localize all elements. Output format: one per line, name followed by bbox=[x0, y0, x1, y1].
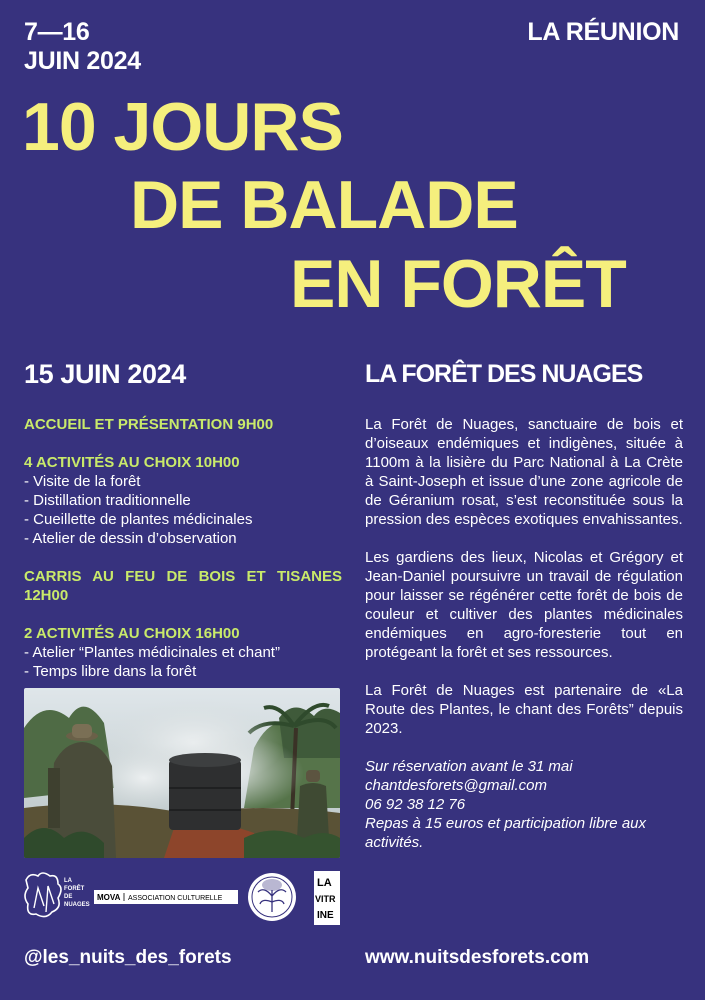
program-block-title: ACCUEIL ET PRÉSENTATION 9H00 bbox=[24, 416, 274, 433]
program-block bbox=[24, 567, 342, 605]
website-url: www.nuitsdesforets.com bbox=[365, 947, 590, 968]
description-paragraph: La Forêt de Nuages est partenaire de «La Route des Plantes, le chant des Forêts” depuis 2023. bbox=[365, 682, 683, 737]
headline-line-2: DE BALADE bbox=[130, 167, 518, 243]
booking-phone: 06 92 38 12 76 bbox=[365, 796, 466, 813]
program-item: - Atelier de dessin d’observation bbox=[24, 530, 237, 547]
la-vitrine-logo bbox=[314, 871, 340, 925]
foret-nuages-logo bbox=[25, 873, 90, 917]
vitrine-logo-text: VITR bbox=[315, 894, 336, 904]
place-description bbox=[365, 415, 683, 852]
place-title: LA FORÊT DES NUAGES bbox=[365, 360, 643, 388]
program-schedule bbox=[24, 415, 342, 700]
headline-line-3: EN FORÊT bbox=[290, 246, 626, 322]
forest-photo bbox=[24, 688, 340, 858]
program-item: - Distillation traditionnelle bbox=[24, 492, 191, 509]
booking-info bbox=[365, 757, 683, 852]
partner-logos-strip bbox=[24, 868, 342, 928]
program-item: - Cueillette de plantes médicinales bbox=[24, 511, 253, 528]
social-handle: @les_nuits_des_forets bbox=[24, 947, 232, 968]
program-block bbox=[24, 453, 342, 548]
dates-month: JUIN 2024 bbox=[24, 47, 141, 75]
foret-logo-text: DE bbox=[64, 894, 73, 900]
program-block bbox=[24, 415, 342, 434]
partner-logos bbox=[24, 868, 342, 928]
vitrine-logo-text: LA bbox=[317, 877, 332, 889]
program-block-title: CARRIS AU FEU DE BOIS ET TISANES 12H00 bbox=[24, 568, 342, 604]
program-item: - Visite de la forêt bbox=[24, 473, 141, 490]
booking-deadline: Sur réservation avant le 31 mai bbox=[365, 758, 573, 775]
description-paragraph: La Forêt de Nuages, sanctuaire de bois et d’oiseaux endémiques et indigènes, située à 1100m à la lisière du Parc National à La Crète à Saint-Joseph et issue d’une zone agricole de de Géranium rosat, s’est reconstituée sous la pression des espèces exotiques envahissantes. bbox=[365, 416, 683, 528]
foret-logo-text: FORÊT bbox=[64, 886, 85, 892]
program-block-title: 2 ACTIVITÉS AU CHOIX 16H00 bbox=[24, 625, 240, 642]
vitrine-logo-text: INE bbox=[317, 910, 334, 921]
day-title: 15 JUIN 2024 bbox=[24, 359, 186, 389]
dates-range: 7—16 bbox=[24, 18, 90, 46]
mova-logo bbox=[94, 890, 238, 904]
program-block-title: 4 ACTIVITÉS AU CHOIX 10H00 bbox=[24, 454, 240, 471]
event-dates bbox=[24, 18, 141, 76]
mova-logo-text: MOVA bbox=[97, 893, 121, 902]
program-block bbox=[24, 624, 342, 681]
headline-line-1: 10 JOURS bbox=[22, 89, 343, 165]
mova-logo-subtext: ASSOCIATION CULTURELLE bbox=[128, 895, 223, 902]
program-item: - Atelier “Plantes médicinales et chant” bbox=[24, 644, 280, 661]
foret-logo-text: LA bbox=[64, 878, 72, 884]
route-des-plantes-seal-icon bbox=[248, 873, 296, 921]
booking-meal-info: Repas à 15 euros et participation libre aux activités. bbox=[365, 815, 647, 851]
foret-logo-text: NUAGES bbox=[64, 902, 90, 908]
forest-distillation-illustration bbox=[24, 688, 340, 858]
region-label: LA RÉUNION bbox=[527, 18, 679, 46]
description-paragraph: Les gardiens des lieux, Nicolas et Grégory et Jean-Daniel poursuivre un travail de régulation pour laisser se régénérer cette forêt de bois de couleur et cultiver des plantes médicinales endémiques en agro-foresterie tout en protégeant la forêt et ses ressources. bbox=[365, 549, 683, 661]
program-item: - Temps libre dans la forêt bbox=[24, 663, 197, 680]
booking-email: chantdesforets@gmail.com bbox=[365, 777, 547, 794]
